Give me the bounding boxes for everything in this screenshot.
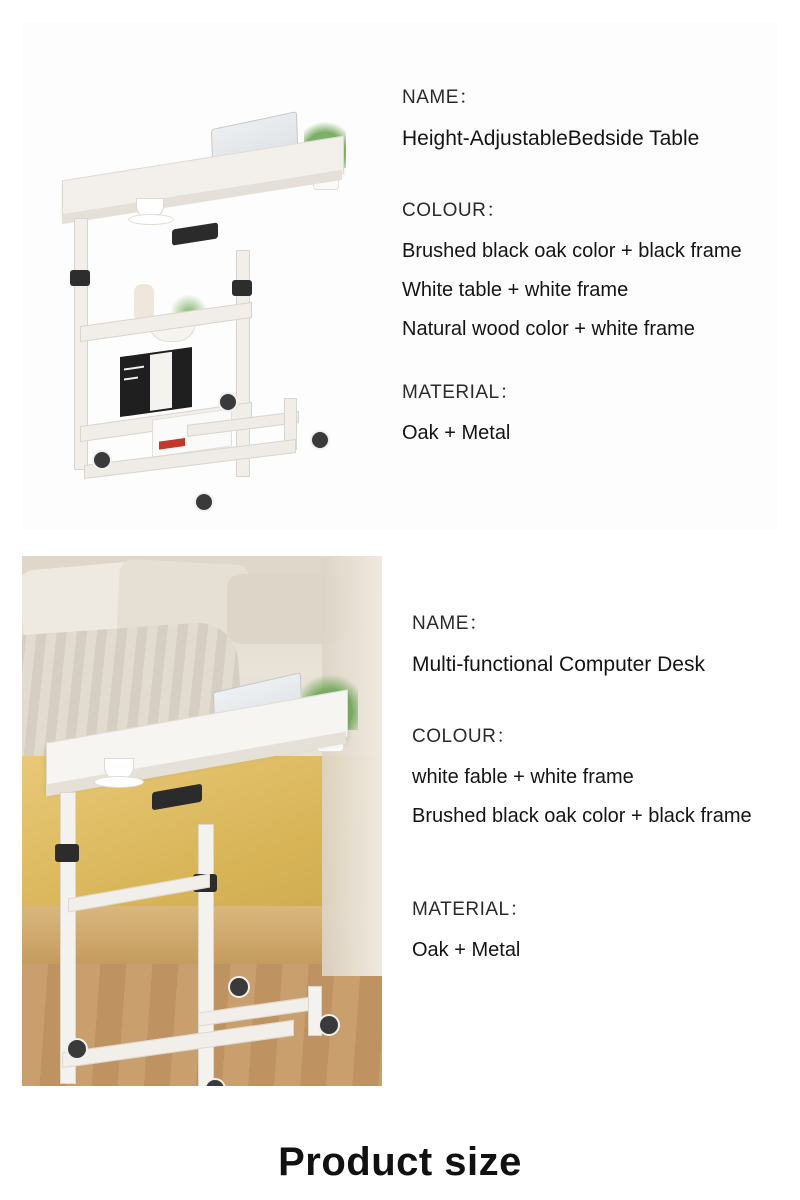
spec-value-name: Height-AdjustableBedside Table [402, 127, 700, 150]
spec-label-material: MATERIAL： [402, 382, 520, 404]
spec-value-material: Oak + Metal [402, 422, 511, 445]
height-adjust-clamp-left [55, 844, 79, 862]
caster-wheel-icon [92, 450, 112, 470]
product-panel-1 [22, 22, 778, 530]
spec-value-colour-2: White table + white frame [402, 279, 629, 302]
candle-icon [134, 284, 154, 318]
spec-label-material: MATERIAL： [412, 899, 530, 921]
spec-value-colour-3: Natural wood color + white frame [402, 318, 695, 341]
caster-wheel-icon [66, 1038, 88, 1060]
product-spec-2 [382, 556, 778, 1086]
height-adjust-clamp-left [70, 270, 90, 286]
spec-value-colour-1: Brushed black oak color + black frame [402, 240, 742, 263]
spec-label-name: NAME： [412, 613, 489, 634]
section-title-product-size: Product size [278, 1140, 522, 1184]
product-panel-2 [22, 556, 778, 1086]
spec-value-name: Multi-functional Computer Desk [412, 653, 705, 676]
caster-wheel-icon [310, 430, 330, 450]
spec-value-colour-2: Brushed black oak color + black frame [412, 805, 752, 828]
caster-wheel-icon [218, 392, 238, 412]
product-spec-1 [372, 22, 778, 530]
books-stack-icon [120, 347, 192, 417]
caster-wheel-icon [228, 976, 250, 998]
spec-value-material: Oak + Metal [412, 939, 521, 962]
product-image-2 [22, 556, 382, 1086]
height-adjust-clamp-right [232, 280, 252, 296]
book-text-line [124, 366, 144, 371]
box-label [159, 438, 185, 450]
saucer-icon [128, 214, 174, 225]
spec-value-colour-1: white fable + white frame [412, 766, 634, 789]
caster-wheel-icon [318, 1014, 340, 1036]
saucer-icon [94, 776, 144, 788]
spec-label-colour: COLOUR： [402, 200, 506, 222]
spec-label-colour: COLOUR： [412, 726, 516, 748]
book-text-line [124, 377, 138, 381]
bedroom-wall-right [322, 556, 382, 976]
caster-wheel-icon [194, 492, 214, 512]
spec-label-name: NAME： [402, 87, 479, 108]
product-image-1 [22, 22, 372, 530]
book-white [150, 352, 172, 411]
